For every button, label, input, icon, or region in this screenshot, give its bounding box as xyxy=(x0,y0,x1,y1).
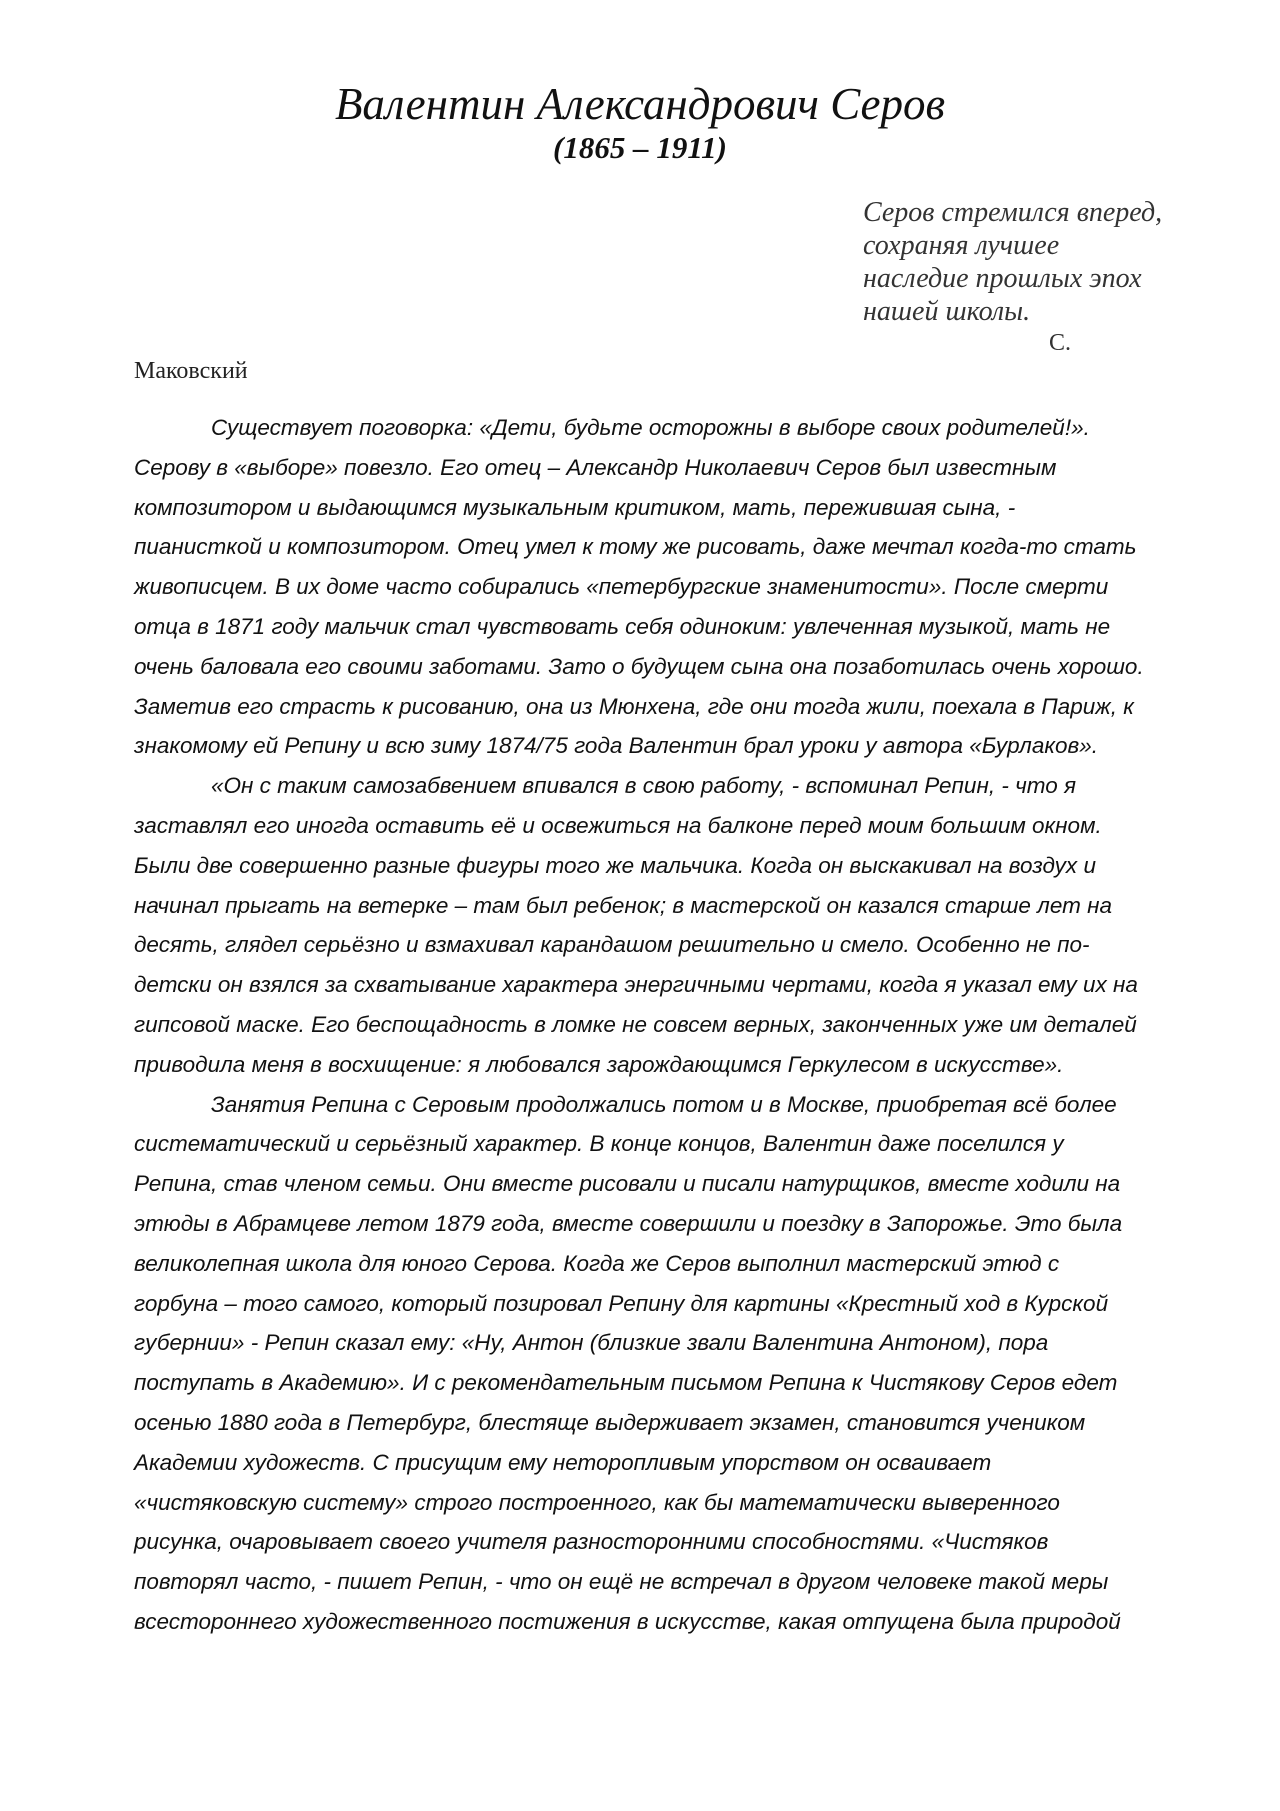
paragraph-line: десять, глядел серьёзно и взмахивал карандашом решительно и смело. Особенно не по- xyxy=(134,932,1090,958)
paragraph-line: Репина, став членом семьи. Они вместе рисовали и писали натурщиков, вместе ходили на xyxy=(134,1171,1121,1197)
paragraph-line: великолепная школа для юного Серова. Когда же Серов выполнил мастерский этюд с xyxy=(134,1250,1060,1276)
paragraph-line: Существует поговорка: «Дети, будьте осторожны в выборе своих родителей!». xyxy=(211,415,1090,440)
paragraph-line: осенью 1880 года в Петербург, блестяще выдерживает экзамен, становится учеником xyxy=(134,1409,1086,1435)
paragraph-line: систематический и серьёзный характер. В конце концов, Валентин даже поселился у xyxy=(134,1131,1064,1157)
paragraph-line: гипсовой маске. Его беспощадность в ломке не совсем верных, законченных уже им деталей xyxy=(134,1011,1137,1037)
document-years: (1865 – 1911) xyxy=(553,130,727,165)
paragraph-line: знакомому ей Репину и всю зиму 1874/75 года Валентин брал уроки у автора «Бурлаков». xyxy=(134,733,1098,759)
paragraph-line: заставлял его иногда оставить её и освежиться на балконе перед моим большим окном. xyxy=(134,812,1102,838)
paragraph-line: всестороннего художественного постижения в искусстве, какая отпущена была природой xyxy=(134,1608,1121,1634)
epigraph-line: сохраняя лучшее xyxy=(863,230,1060,261)
body-text xyxy=(134,408,1194,1642)
paragraph-line: «чистяковскую систему» строго построенного, как бы математически выверенного xyxy=(134,1489,1060,1515)
epigraph-author-initial: С. xyxy=(1049,330,1072,356)
paragraph-line: композитором и выдающимся музыкальным критиком, мать, пережившая сына, - xyxy=(134,494,1016,520)
paragraph-line: Были две совершенно разные фигуры того же мальчика. Когда он выскакивал на воздух и xyxy=(134,852,1096,878)
paragraph-line: поступать в Академию». И с рекомендательным письмом Репина к Чистякову Серов едет xyxy=(134,1370,1118,1396)
epigraph xyxy=(863,196,1193,328)
paragraph-line: этюды в Абрамцеве летом 1879 года, вместе совершили и поездку в Запорожье. Это была xyxy=(134,1210,1123,1236)
epigraph-line: нашей школы. xyxy=(863,296,1031,327)
paragraph-line: очень баловала его своими заботами. Зато о будущем сына она позаботилась очень хорошо. xyxy=(134,653,1144,679)
paragraph-line: детски он взялся за схватывание характера энергичными чертами, когда я указал ему их на xyxy=(134,972,1138,998)
paragraph-line: Занятия Репина с Серовым продолжались потом и в Москве, приобретая всё более xyxy=(211,1091,1117,1117)
paragraph-line: начинал прыгать на ветерке – там был ребенок; в мастерской он казался старше лет на xyxy=(134,892,1113,918)
epigraph-author-surname: Маковский xyxy=(134,358,248,384)
document-title: Валентин Александрович Серов xyxy=(334,79,946,129)
paragraph-line: повторял часто, - пишет Репин, - что он ещё не встречал в другом человеке такой меры xyxy=(134,1569,1109,1595)
paragraph-line: приводила меня в восхищение: я любовался зарождающимся Геркулесом в искусстве». xyxy=(134,1051,1064,1077)
paragraph-line: отца в 1871 году мальчик стал чувствовать себя одиноким: увлеченная музыкой, мать не xyxy=(134,613,1111,639)
paragraph-line: Академии художеств. С присущим ему неторопливым упорством он осваивает xyxy=(134,1449,992,1475)
paragraph-line: пианисткой и композитором. Отец умел к тому же рисовать, даже мечтал когда-то стать xyxy=(134,534,1137,560)
paragraph-line: горбуна – того самого, который позировал Репину для картины «Крестный ход в Курской xyxy=(134,1290,1109,1316)
paragraph-line: Серову в «выборе» повезло. Его отец – Александр Николаевич Серов был известным xyxy=(134,454,1057,480)
paragraph-line: живописцем. В их доме часто собирались «петербургские знаменитости». После смерти xyxy=(134,574,1109,600)
paragraph-line: Заметив его страсть к рисованию, она из Мюнхена, где они тогда жили, поехала в Париж, к xyxy=(134,693,1134,719)
epigraph-line: Серов стремился вперед, xyxy=(863,197,1163,228)
paragraph-line: губернии» - Репин сказал ему: «Ну, Антон (близкие звали Валентина Антоном), пора xyxy=(134,1330,1049,1356)
paragraph-line: «Он с таким самозабвением впивался в свою работу, - вспоминал Репин, - что я xyxy=(211,773,1076,799)
epigraph-line: наследие прошлых эпох xyxy=(863,263,1142,294)
paragraph-line: рисунка, очаровывает своего учителя разносторонними способностями. «Чистяков xyxy=(134,1529,1049,1555)
